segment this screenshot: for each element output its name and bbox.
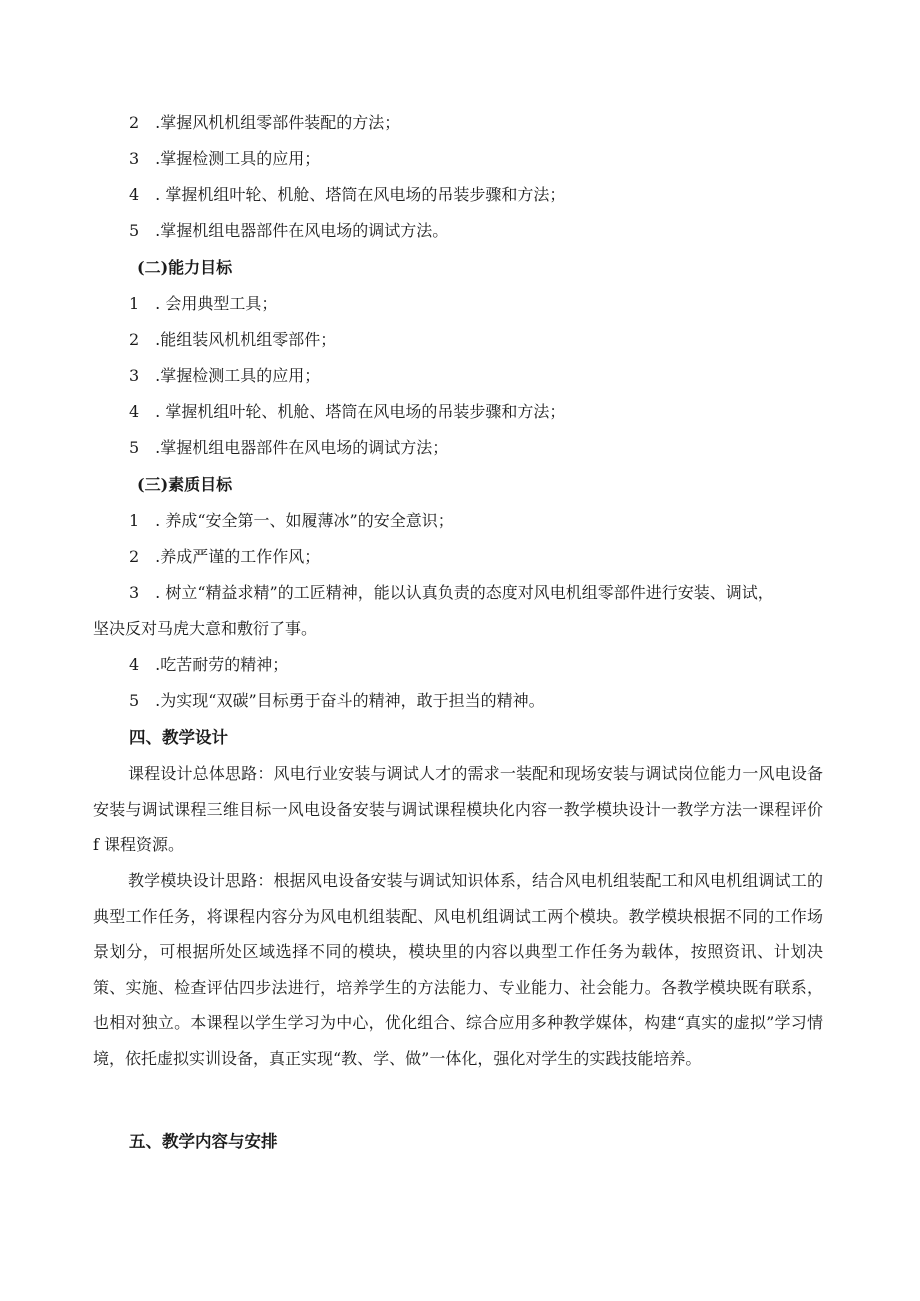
course-design-paragraph: 课程设计总体思路：风电行业安装与调试人才的需求一装配和现场安装与调试岗位能力一风电设备安装与调试课程三维目标一风电设备安装与调试课程模块化内容一教学模块设计一教学方法一课程评价 f 课程资源。: [93, 764, 823, 854]
module-design-paragraph: 教学模块设计思路：根据风电设备安装与调试知识体系，结合风电机组装配工和风电机组调试工的典型工作任务，将课程内容分为风电机组装配、风电机组调试工两个模块。教学模块根据不同的工作场景划分，可根据所处区域选择不同的模块，模块里的内容以典型工作任务为载体，按照资讯、计划决策、实施、检查评估四步法进行，培养学生的方法能力、专业能力、社会能力。各教学模块既有联系，也相对独立。本课程以学生学习为中心，优化组合、综合应用多种教学媒体，构建“真实的虚拟”学习情境，依托虚拟实训设备，真正实现“教、学、做”一体化，强化对学生的实践技能培养。: [93, 871, 823, 1068]
section-4-heading: 四、教学设计: [129, 728, 228, 747]
ability-item-2: 2 .能组装风机机组零部件；: [129, 330, 337, 349]
ability-item-3: 3 .掌握检测工具的应用；: [129, 366, 321, 385]
quality-heading: (三)素质目标: [137, 475, 233, 494]
ability-item-4: 4 . 掌握机组叶轮、机舱、塔筒在风电场的吊装步骤和方法；: [129, 402, 566, 421]
knowledge-item-5: 5 .掌握机组电器部件在风电场的调试方法。: [129, 221, 449, 240]
section-5-heading: 五、教学内容与安排: [129, 1132, 278, 1151]
knowledge-item-2: 2 .掌握风机机组零部件装配的方法；: [129, 113, 401, 132]
quality-item-1: 1 . 养成“安全第一、如履薄冰”的安全意识；: [129, 511, 454, 530]
quality-item-5: 5 .为实现“双碳”目标勇于奋斗的精神，敢于担当的精神。: [129, 691, 545, 710]
ability-item-1: 1 . 会用典型工具；: [129, 294, 278, 313]
knowledge-item-3: 3 .掌握检测工具的应用；: [129, 149, 321, 168]
knowledge-item-4: 4 . 掌握机组叶轮、机舱、塔筒在风电场的吊装步骤和方法；: [129, 185, 566, 204]
quality-item-3: 3 . 树立“精益求精”的工匠精神，能以认真负责的态度对风电机组零部件进行安装、调试，: [129, 583, 774, 602]
quality-item-2: 2 .养成严谨的工作作风；: [129, 547, 321, 566]
ability-item-5: 5 .掌握机组电器部件在风电场的调试方法；: [129, 438, 449, 457]
quality-item-3-continued: 坚决反对马虎大意和敷衍了事。: [93, 619, 318, 638]
ability-heading: (二)能力目标: [137, 258, 233, 277]
quality-item-4: 4 .吃苦耐劳的精神；: [129, 655, 289, 674]
